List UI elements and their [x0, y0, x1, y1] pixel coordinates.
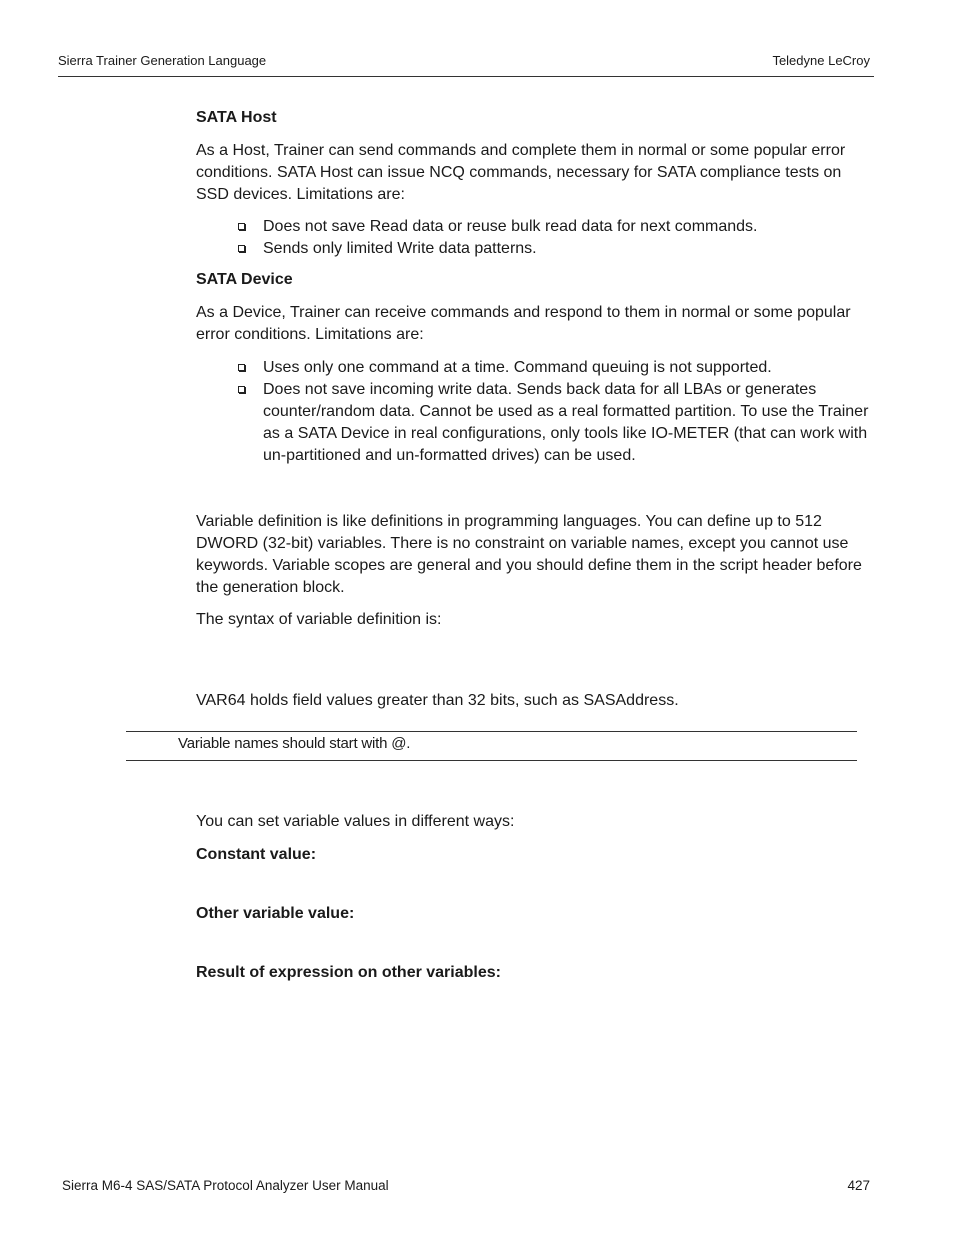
- variable-definition-paragraph: Variable definition is like definitions in programming languages. You can define up to 512 DWORD (32-bit) variables. There is no constraint on variable names, except you cannot use keywords. Variable scopes are general and you should define them in the script header before the generation block.: [196, 513, 862, 596]
- sata-host-paragraph: As a Host, Trainer can send commands and complete them in normal or some popular error conditions. SATA Host can issue NCQ commands, necessary for SATA compliance tests on SSD devices. Limitations are:: [196, 142, 846, 203]
- note-bottom-rule: [126, 760, 857, 761]
- checkbox-bullet-icon: [238, 386, 245, 393]
- sata-device-limitations-list: [238, 357, 878, 467]
- expression-heading: Result of expression on other variables:: [196, 964, 501, 981]
- note-top-rule: [126, 731, 857, 732]
- variable-name-note: Variable names should start with @.: [178, 735, 411, 752]
- list-item: [238, 216, 878, 238]
- header-divider: [58, 76, 874, 77]
- list-item-text: Sends only limited Write data patterns.: [263, 240, 537, 257]
- list-item-text: Does not save Read data or reuse bulk read data for next commands.: [263, 218, 758, 235]
- sata-host-limitations-list: [238, 216, 878, 260]
- sata-device-paragraph: As a Device, Trainer can receive commands and respond to them in normal or some popular error conditions. Limitations are:: [196, 304, 851, 343]
- sata-device-heading: SATA Device: [196, 271, 293, 288]
- checkbox-bullet-icon: [238, 223, 245, 230]
- set-values-intro: You can set variable values in different ways:: [196, 813, 515, 830]
- sata-host-heading: SATA Host: [196, 109, 277, 126]
- list-item-text: Does not save incoming write data. Sends back data for all LBAs or generates counter/random data. Cannot be used as a real formatted partition. To use the Trainer as a SATA Device in real configurations, only tools like IO-METER (that can work with un-partitioned and un-formatted drives) can be used.: [263, 381, 869, 464]
- other-variable-heading: Other variable value:: [196, 905, 355, 922]
- list-item: [238, 238, 878, 260]
- variable-syntax-intro: The syntax of variable definition is:: [196, 611, 442, 628]
- constant-value-heading: Constant value:: [196, 846, 317, 863]
- running-header-title: Sierra Trainer Generation Language: [58, 53, 267, 68]
- footer-manual-title: Sierra M6-4 SAS/SATA Protocol Analyzer User Manual: [62, 1178, 389, 1193]
- page-number: 427: [847, 1178, 870, 1193]
- checkbox-bullet-icon: [238, 364, 245, 371]
- var64-paragraph: VAR64 holds field values greater than 32 bits, such as SASAddress.: [196, 692, 679, 709]
- list-item: [238, 357, 878, 379]
- running-header-company: Teledyne LeCroy: [772, 53, 870, 68]
- list-item: [238, 379, 878, 467]
- list-item-text: Uses only one command at a time. Command queuing is not supported.: [263, 359, 772, 376]
- checkbox-bullet-icon: [238, 245, 245, 252]
